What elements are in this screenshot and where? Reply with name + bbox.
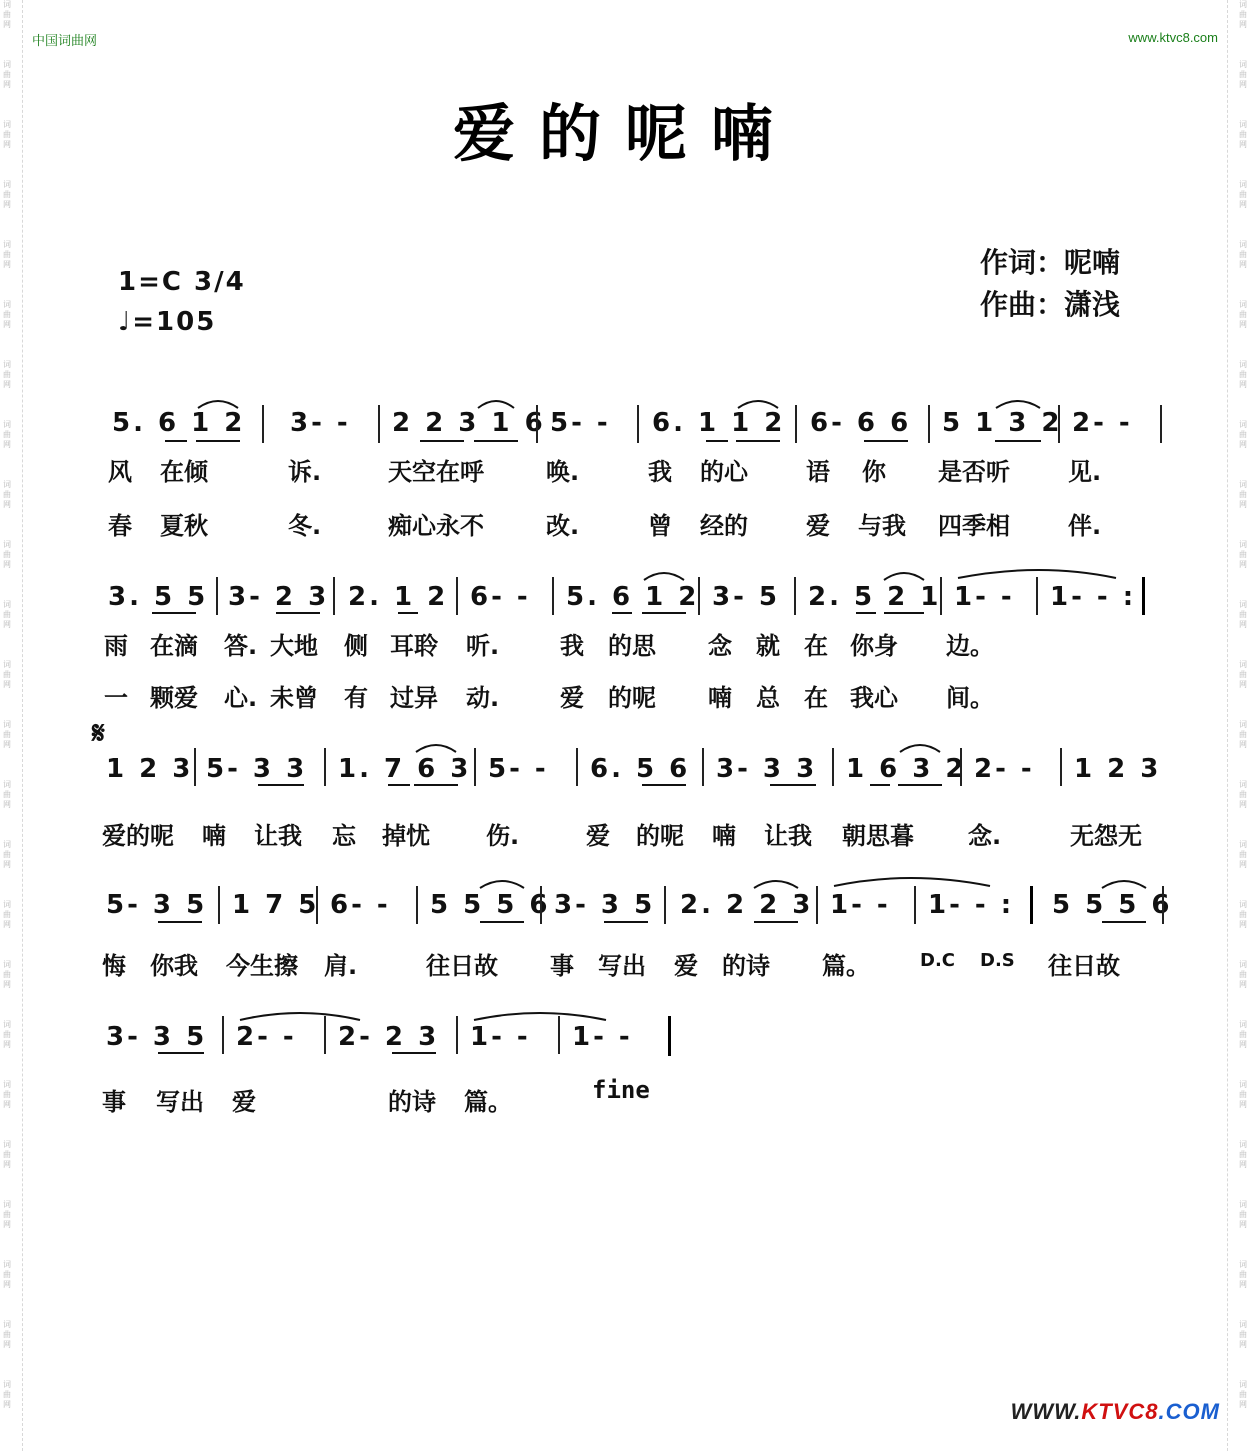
- lyric: 总: [756, 684, 780, 712]
- slur-arc: [996, 401, 1040, 408]
- watermark-text: 词 曲 网: [1239, 1320, 1247, 1349]
- barline: [474, 748, 476, 786]
- lyric: 颗爱: [150, 684, 198, 712]
- lyric: 答.: [224, 632, 258, 660]
- measure-notes: 3- 3 3: [716, 754, 818, 784]
- barline: [378, 405, 380, 443]
- watermark-text: 词 曲 网: [1239, 1140, 1247, 1169]
- beam-line: [864, 440, 908, 442]
- lyric: 诉.: [288, 458, 322, 486]
- lyric: 在: [804, 632, 828, 660]
- watermark-text: 词 曲 网: [1239, 240, 1247, 269]
- lyric: 的诗: [722, 952, 770, 980]
- barline: [1058, 405, 1060, 443]
- watermark-text: 词 曲 网: [3, 1320, 11, 1349]
- measure-notes: 2- -: [974, 754, 1035, 784]
- measure-notes: 3. 5 5: [108, 582, 209, 612]
- footer-com: .COM: [1158, 1399, 1220, 1424]
- measure-notes: 6. 5 6: [590, 754, 691, 784]
- barline: [664, 886, 666, 924]
- measure-notes: 2- 2 3: [338, 1022, 440, 1052]
- lyric: 爱: [232, 1088, 256, 1116]
- lyric: 未曾: [270, 684, 318, 712]
- lyric: 雨: [104, 632, 128, 660]
- lyric: 的呢: [608, 684, 656, 712]
- key-signature-block: [118, 262, 246, 342]
- beam-line: [258, 784, 304, 786]
- lyric: 见.: [1068, 458, 1102, 486]
- lyric: 语: [806, 458, 830, 486]
- measure-notes: 6- -: [330, 890, 391, 920]
- watermark-text: 词 曲 网: [3, 180, 11, 209]
- beam-line: [388, 784, 410, 786]
- lyric: 心.: [224, 684, 258, 712]
- barline: [540, 886, 542, 924]
- beam-line: [158, 921, 202, 923]
- barline: [456, 1016, 458, 1054]
- lyric: 的心: [700, 458, 748, 486]
- composer-credit: 作曲：潇浅: [980, 288, 1121, 321]
- beam-line: [480, 921, 524, 923]
- lyric: 春: [108, 512, 132, 540]
- barline: [456, 577, 458, 615]
- lyric: 悔: [102, 952, 126, 980]
- watermark-text: 词 曲 网: [1239, 60, 1247, 89]
- dc-marking: D.C: [920, 950, 955, 971]
- slur-arc: [738, 401, 778, 408]
- lyric: 掉忧: [382, 822, 430, 850]
- measure-notes: 2- -: [236, 1022, 297, 1052]
- measure-notes: 5- -: [550, 408, 611, 438]
- lyric: 我心: [850, 684, 898, 712]
- beam-line: [642, 784, 686, 786]
- watermark-text: 词 曲 网: [1239, 720, 1247, 749]
- watermark-text: 词 曲 网: [3, 1260, 11, 1289]
- beam-line: [1102, 921, 1146, 923]
- watermark-text: 词 曲 网: [3, 1020, 11, 1049]
- beam-line: [770, 784, 816, 786]
- watermark-text: 词 曲 网: [1239, 960, 1247, 989]
- measure-notes: 1 6 3 2: [846, 754, 967, 784]
- barline: [1060, 748, 1062, 786]
- barline: [1162, 886, 1164, 924]
- watermark-text: 词 曲 网: [1239, 1200, 1247, 1229]
- watermark-text: 词 曲 网: [1239, 180, 1247, 209]
- slur-arc: [240, 1013, 360, 1020]
- lyric: 伴.: [1068, 512, 1102, 540]
- lyric: 念: [708, 632, 732, 660]
- barline: [558, 1016, 560, 1054]
- watermark-text: 词 曲 网: [1239, 300, 1247, 329]
- lyric: 的诗: [388, 1088, 436, 1116]
- lyric: 动.: [466, 684, 500, 712]
- watermark-text: 词 曲 网: [1239, 360, 1247, 389]
- barline: [1160, 405, 1162, 443]
- measure-notes: 2. 5 2 1: [808, 582, 942, 612]
- lyric: 就: [756, 632, 780, 660]
- lyric: 喃: [712, 822, 736, 850]
- lyric: 夏秋: [160, 512, 208, 540]
- watermark-text: 词 曲 网: [1239, 1260, 1247, 1289]
- barline: [832, 748, 834, 786]
- lyric: 写出: [156, 1088, 204, 1116]
- tempo-marking: ♩=105: [118, 307, 217, 337]
- lyric: 事: [102, 1088, 126, 1116]
- lyric: 喃: [202, 822, 226, 850]
- barline: [333, 577, 335, 615]
- barline: [416, 886, 418, 924]
- watermark-text: 词 曲 网: [3, 60, 11, 89]
- barline: [795, 405, 797, 443]
- barline: [536, 405, 538, 443]
- fine-marking: fine: [592, 1076, 650, 1104]
- beam-line: [414, 784, 458, 786]
- right-watermark-strip: [1236, 0, 1250, 1451]
- measure-notes: 3- 3 5: [106, 1022, 208, 1052]
- beam-line: [884, 612, 924, 614]
- watermark-text: 词 曲 网: [1239, 480, 1247, 509]
- beam-line: [420, 440, 464, 442]
- lyric: 曾: [648, 512, 672, 540]
- footer-url[interactable]: [1011, 1399, 1220, 1425]
- repeat-end-barline: [1030, 886, 1033, 924]
- beam-line: [736, 440, 780, 442]
- barline: [698, 577, 700, 615]
- lyric: 伤.: [486, 822, 520, 850]
- watermark-text: 词 曲 网: [3, 1380, 11, 1409]
- lyric: 在: [804, 684, 828, 712]
- barline: [1036, 577, 1038, 615]
- barline: [940, 577, 942, 615]
- lyric: 过异: [390, 684, 438, 712]
- footer-brand: KTVC8: [1081, 1399, 1159, 1424]
- barline: [816, 886, 818, 924]
- slur-arc: [480, 881, 524, 888]
- lyric: 改.: [546, 512, 580, 540]
- credits-block: [980, 242, 1120, 326]
- measure-notes: 3- 3 5: [554, 890, 656, 920]
- song-title: 爱的呢喃: [452, 97, 797, 170]
- watermark-text: 词 曲 网: [3, 1200, 11, 1229]
- slur-arc: [198, 401, 238, 408]
- beam-line: [856, 612, 876, 614]
- site-url-header[interactable]: www.ktvc8.com: [1128, 30, 1218, 45]
- measure-notes: 3- 5: [712, 582, 781, 612]
- measure-notes: 5- 3 3: [206, 754, 308, 784]
- watermark-text: 词 曲 网: [1239, 540, 1247, 569]
- lyric: 事: [550, 952, 574, 980]
- barline: [637, 405, 639, 443]
- measure-notes: 2- -: [1072, 408, 1133, 438]
- measure-notes: 6- 6 6: [810, 408, 912, 438]
- measure-notes: 5- 3 5: [106, 890, 208, 920]
- measure-notes: 5 5 5 6: [430, 890, 551, 920]
- beam-line: [398, 612, 418, 614]
- lyric: 在滴: [150, 632, 198, 660]
- lyric: 喃: [708, 684, 732, 712]
- watermark-text: 词 曲 网: [3, 780, 11, 809]
- watermark-text: 词 曲 网: [3, 1140, 11, 1169]
- beam-line: [604, 921, 648, 923]
- watermark-text: 词 曲 网: [1239, 1380, 1247, 1409]
- key-time-signature: 1=C 3/4: [118, 267, 246, 297]
- left-watermark-strip: [0, 0, 14, 1451]
- barline: [960, 748, 962, 786]
- watermark-text: 词 曲 网: [1239, 600, 1247, 629]
- lyric: 边。: [946, 632, 994, 660]
- slur-arc: [1102, 881, 1146, 888]
- measure-notes: 1- - :: [1050, 582, 1137, 612]
- lyric: 让我: [254, 822, 302, 850]
- watermark-text: 词 曲 网: [1239, 660, 1247, 689]
- lyric: 爱的呢: [102, 822, 174, 850]
- watermark-text: 词 曲 网: [1239, 420, 1247, 449]
- measure-notes: 5. 6 1 2: [566, 582, 700, 612]
- lyric: 间。: [946, 684, 994, 712]
- barline: [552, 577, 554, 615]
- slur-arc: [416, 745, 456, 752]
- watermark-text: 词 曲 网: [1239, 840, 1247, 869]
- watermark-text: 词 曲 网: [3, 420, 11, 449]
- lyric: 今生擦: [226, 952, 298, 980]
- measure-notes: 5 1 3 2: [942, 408, 1063, 438]
- barline: [576, 748, 578, 786]
- repeat-end-barline: [1142, 577, 1145, 615]
- lyric: 痴心永不: [388, 512, 484, 540]
- lyric: 篇。: [464, 1088, 512, 1116]
- beam-line: [392, 1052, 436, 1054]
- slur-arc: [474, 1013, 606, 1020]
- lyric: 无怨无: [1070, 822, 1142, 850]
- lyric: 侧: [344, 632, 368, 660]
- lyric: 念.: [968, 822, 1002, 850]
- lyric: 爱: [674, 952, 698, 980]
- measure-notes: 6. 1 1 2: [652, 408, 786, 438]
- watermark-text: 词 曲 网: [1239, 780, 1247, 809]
- watermark-text: 词 曲 网: [3, 540, 11, 569]
- slur-arc: [478, 401, 514, 408]
- beam-line: [642, 612, 686, 614]
- lyric: 大地: [270, 632, 318, 660]
- lyric: 与我: [858, 512, 906, 540]
- lyric: 冬.: [288, 512, 322, 540]
- lyric: 在倾: [160, 458, 208, 486]
- measure-notes: 5 5 5 6: [1052, 890, 1173, 920]
- lyric: 有: [344, 684, 368, 712]
- lyric: 唤.: [546, 458, 580, 486]
- barline: [262, 405, 264, 443]
- beam-line: [158, 1052, 204, 1054]
- lyric: 的思: [608, 632, 656, 660]
- watermark-text: 词 曲 网: [3, 840, 11, 869]
- barline: [194, 748, 196, 786]
- lyric: 篇。: [822, 952, 870, 980]
- lyric: 你身: [850, 632, 898, 660]
- barline: [218, 886, 220, 924]
- measure-notes: 1- -: [830, 890, 891, 920]
- lyric: 耳聆: [390, 632, 438, 660]
- measure-notes: 1. 7 6 3: [338, 754, 472, 784]
- barline: [794, 577, 796, 615]
- lyric: 的呢: [636, 822, 684, 850]
- watermark-text: 词 曲 网: [3, 720, 11, 749]
- lyric: 风: [108, 458, 132, 486]
- lyric: 忘: [332, 822, 356, 850]
- lyric: 天空在呼: [388, 458, 484, 486]
- watermark-text: 词 曲 网: [3, 300, 11, 329]
- measure-notes: 2. 2 2 3: [680, 890, 814, 920]
- beam-line: [196, 440, 240, 442]
- lyric: 写出: [598, 952, 646, 980]
- footer-www: WWW.: [1010, 1399, 1082, 1424]
- lyric: 听.: [466, 632, 500, 660]
- lyric: 你我: [150, 952, 198, 980]
- final-barline: [668, 1016, 671, 1056]
- beam-line: [995, 440, 1041, 442]
- barline: [928, 405, 930, 443]
- lyric: 四季相: [938, 512, 1010, 540]
- lyric: 爱: [586, 822, 610, 850]
- beam-line: [152, 612, 196, 614]
- measure-notes: 1- -: [572, 1022, 633, 1052]
- barline: [914, 886, 916, 924]
- lyric: 往日故: [426, 952, 498, 980]
- lyric: 让我: [764, 822, 812, 850]
- beam-line: [870, 784, 890, 786]
- watermark-text: 词 曲 网: [1239, 900, 1247, 929]
- watermark-text: 词 曲 网: [3, 660, 11, 689]
- watermark-text: 词 曲 网: [3, 960, 11, 989]
- watermark-text: 词 曲 网: [1239, 120, 1247, 149]
- slur-arc: [884, 573, 924, 580]
- watermark-text: 词 曲 网: [3, 1080, 11, 1109]
- lyric: 往日故: [1048, 952, 1120, 980]
- beam-line: [612, 612, 632, 614]
- watermark-text: 词 曲 网: [1239, 0, 1247, 29]
- measure-notes: 2 2 3 1 6: [392, 408, 546, 438]
- lyric: 你: [862, 458, 886, 486]
- lyric: 爱: [560, 684, 584, 712]
- beam-line: [898, 784, 942, 786]
- barline: [702, 748, 704, 786]
- barline: [324, 748, 326, 786]
- lyricist-credit: 作词：呢喃: [980, 246, 1121, 279]
- barline: [316, 886, 318, 924]
- watermark-text: 词 曲 网: [3, 0, 11, 29]
- slur-arc: [900, 745, 940, 752]
- measure-notes: 3- -: [290, 408, 351, 438]
- beam-line: [754, 921, 798, 923]
- barline: [222, 1016, 224, 1054]
- watermark-text: 词 曲 网: [3, 600, 11, 629]
- watermark-text: 词 曲 网: [3, 120, 11, 149]
- lyric: 爱: [806, 512, 830, 540]
- beam-line: [165, 440, 187, 442]
- measure-notes: 5. 6 1 2: [112, 408, 246, 438]
- watermark-text: 词 曲 网: [3, 900, 11, 929]
- lyric: 我: [560, 632, 584, 660]
- slur-arc: [644, 573, 684, 580]
- watermark-text: 词 曲 网: [3, 360, 11, 389]
- lyric: 朝思暮: [842, 822, 914, 850]
- measure-notes: 3- 2 3: [228, 582, 330, 612]
- measure-notes: 2. 1 2: [348, 582, 449, 612]
- barline: [324, 1016, 326, 1054]
- measure-notes: 5- -: [488, 754, 549, 784]
- lyric: 经的: [700, 512, 748, 540]
- measure-notes: 1- -: [470, 1022, 531, 1052]
- watermark-text: 词 曲 网: [3, 240, 11, 269]
- segno-sign: 𝄋: [92, 716, 105, 751]
- measure-notes: 1 2 3: [106, 754, 194, 784]
- slur-arc: [754, 881, 798, 888]
- measure-notes: 1 7 5: [232, 890, 320, 920]
- beam-line: [706, 440, 728, 442]
- measure-notes: 1- - :: [928, 890, 1015, 920]
- lyric: 一: [104, 684, 128, 712]
- watermark-text: 词 曲 网: [1239, 1080, 1247, 1109]
- measure-notes: 1- -: [954, 582, 1015, 612]
- site-name-header[interactable]: 中国词曲网: [32, 33, 98, 48]
- beam-line: [276, 612, 320, 614]
- slur-arc: [834, 878, 990, 886]
- ds-marking: D.S: [980, 950, 1015, 971]
- watermark-text: 词 曲 网: [3, 480, 11, 509]
- measure-notes: 6- -: [470, 582, 531, 612]
- watermark-text: 词 曲 网: [1239, 1020, 1247, 1049]
- measure-notes: 1 2 3: [1074, 754, 1162, 784]
- lyric: 我: [648, 458, 672, 486]
- beam-line: [474, 440, 518, 442]
- barline: [216, 577, 218, 615]
- lyric: 是否听: [938, 458, 1010, 486]
- lyric: 肩.: [324, 952, 358, 980]
